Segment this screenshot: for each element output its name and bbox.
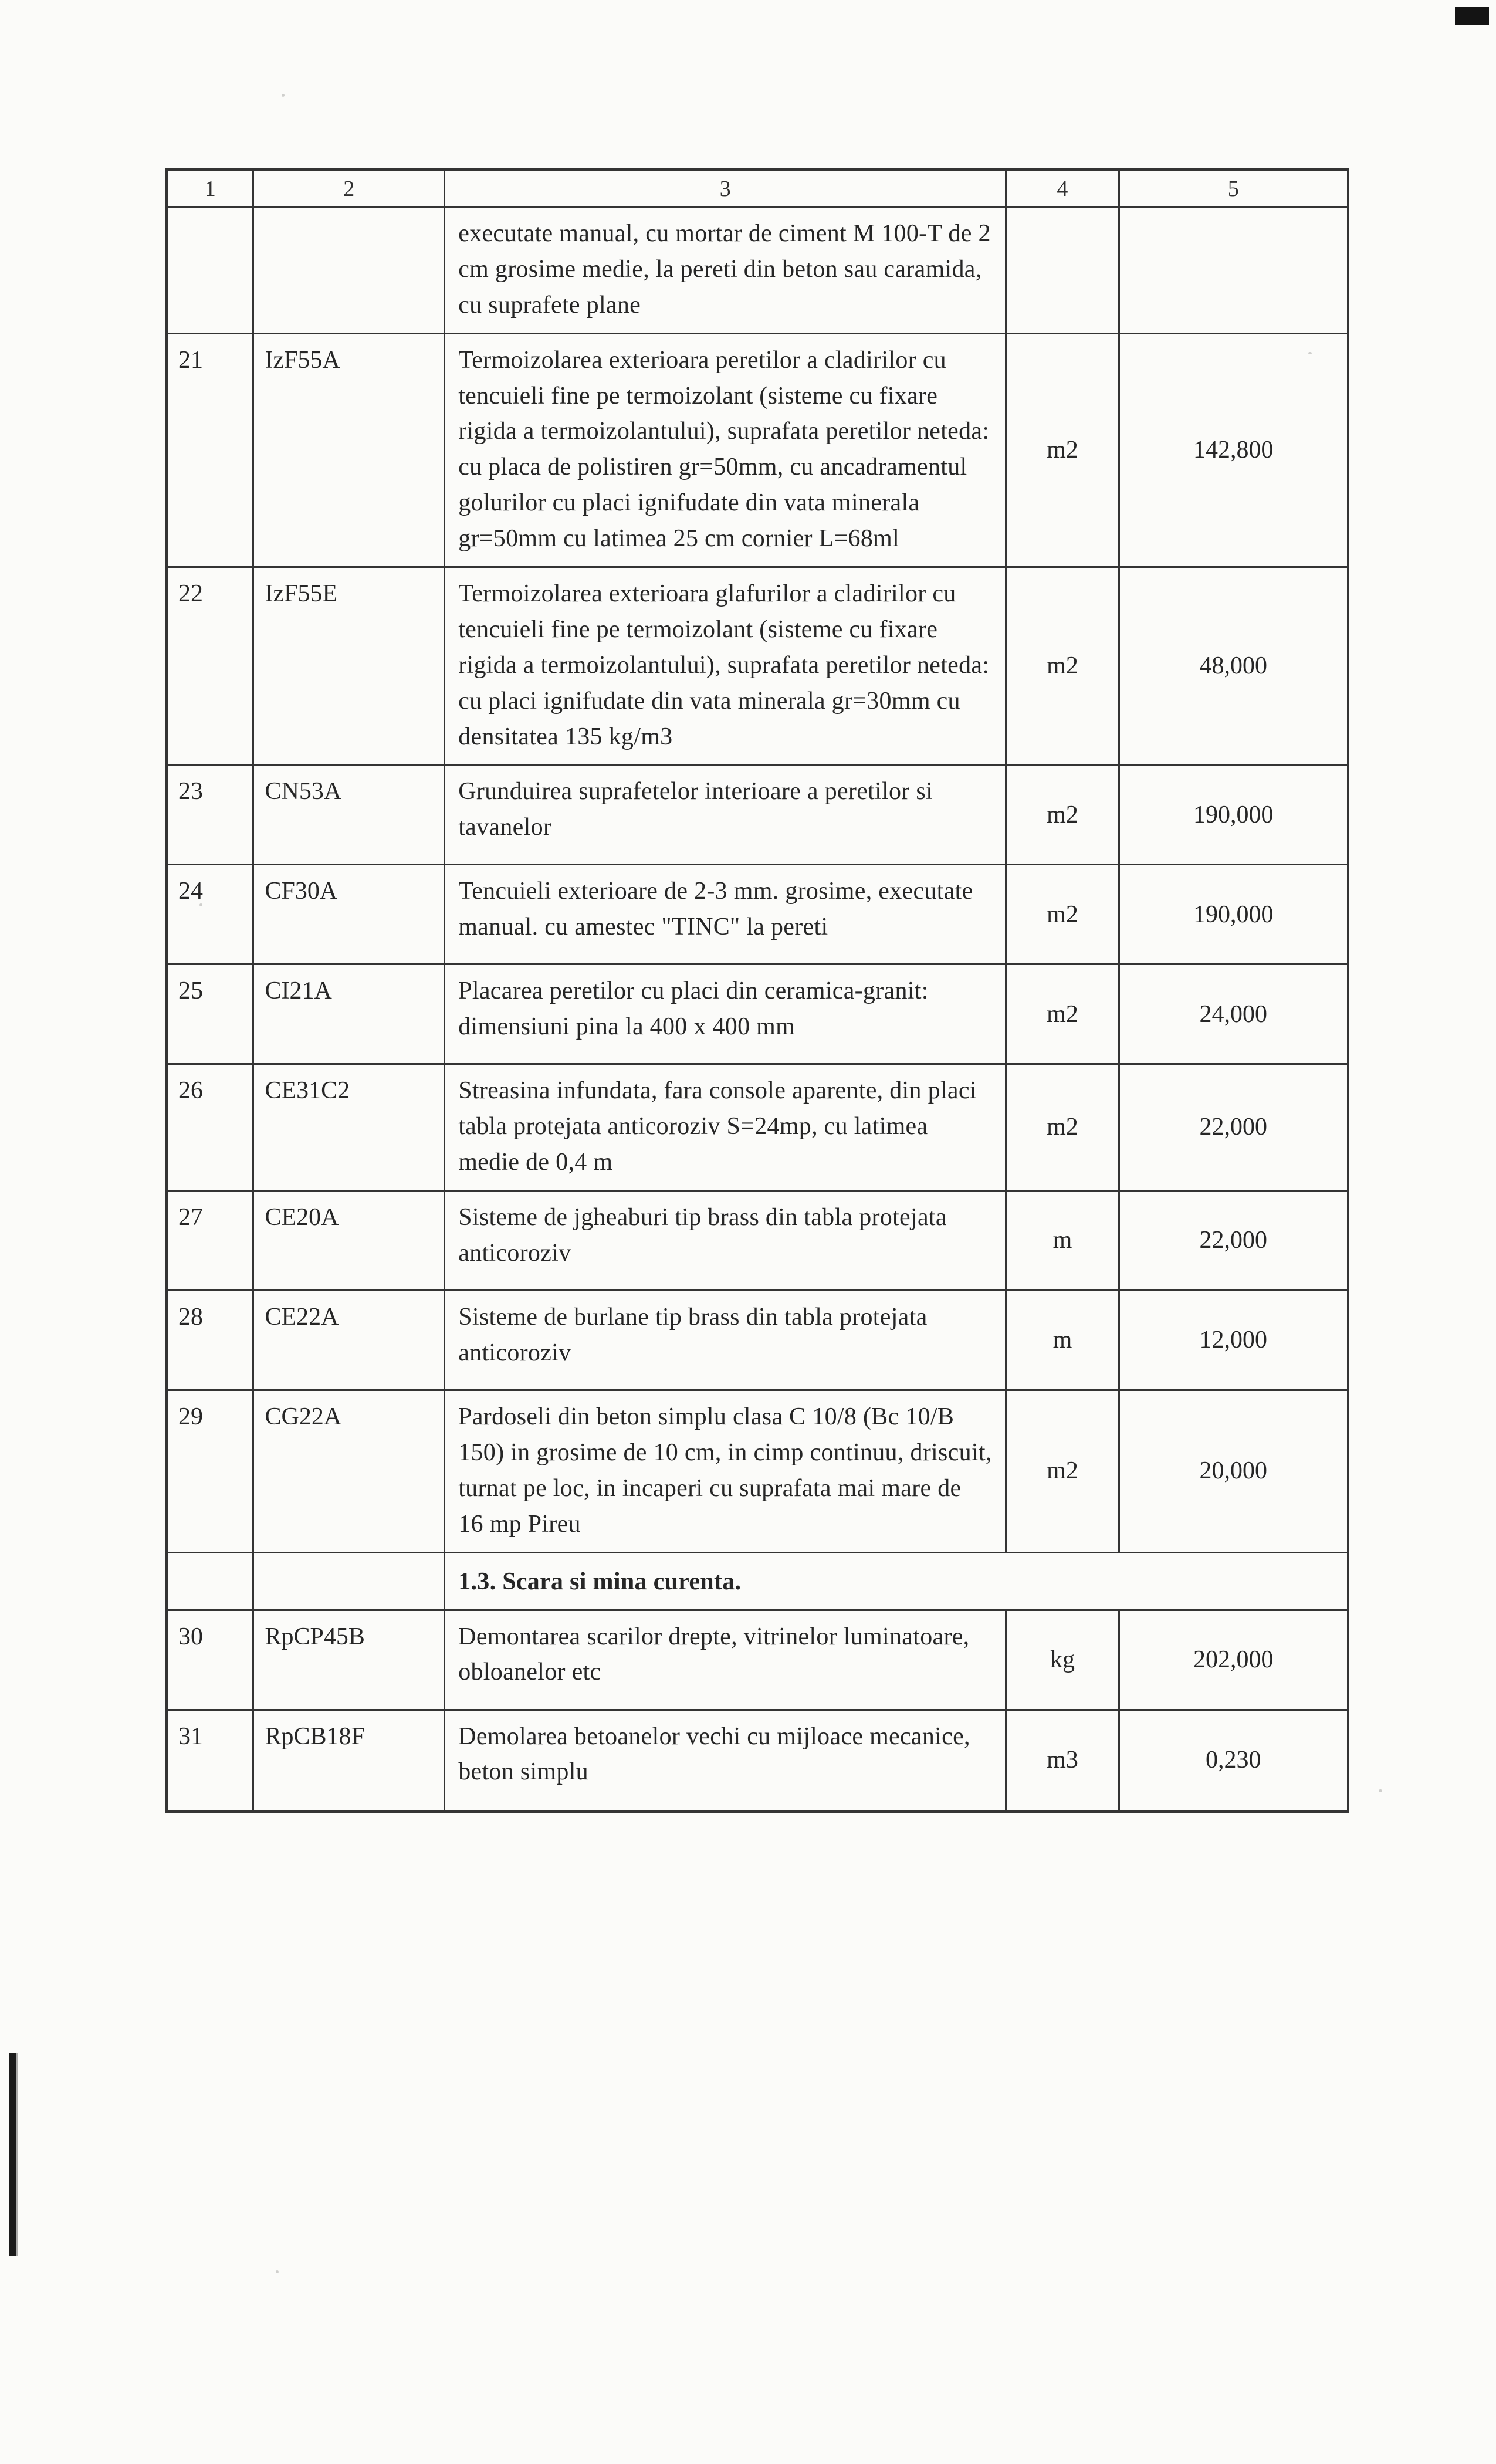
column-header: 5 bbox=[1227, 176, 1239, 201]
desc-cell: Termoizolarea exterioara peretilor a cladirilor cu tencuieli fine pe termoizolant (sisteme cu fixare rigida a termoizolantului), suprafata peretilor neteda: cu placa de polistiren gr=50mm, cu ancadramentul golurilor cu placi ignifudate din vata minerala gr=50mm cu latimea 25 cm cornier L=68ml bbox=[445, 334, 1007, 566]
unit-cell bbox=[1007, 208, 1119, 333]
num-cell: 27 bbox=[168, 1192, 254, 1289]
desc-cell: Demolarea betoanelor vechi cu mijloace mecanice, beton simplu bbox=[445, 1711, 1007, 1810]
column-header: 4 bbox=[1007, 171, 1119, 206]
desc-cell: Termoizolarea exterioara glafurilor a cladirilor cu tencuieli fine pe termoizolant (sisteme cu fixare rigida a termoizolantului), suprafata peretilor neteda: cu placi ignifudate din vata minerala gr=30mm cu densitatea 135 kg/m3 bbox=[445, 568, 1007, 764]
table-row bbox=[168, 1711, 1347, 1810]
qty-cell: 0,230 bbox=[1206, 1747, 1261, 1774]
unit-cell: m2 bbox=[1007, 965, 1119, 1063]
table-row bbox=[168, 965, 1347, 1065]
code-cell: CE20A bbox=[254, 1192, 445, 1289]
code-cell: CG22A bbox=[254, 1391, 445, 1552]
code-cell: CF30A bbox=[254, 865, 445, 963]
unit-cell: m3 bbox=[1007, 1711, 1119, 1810]
table-row bbox=[168, 1291, 1347, 1391]
qty-cell: 22,000 bbox=[1199, 1227, 1268, 1254]
table-row bbox=[168, 1192, 1347, 1291]
scan-speck bbox=[282, 94, 285, 97]
num-cell: 21 bbox=[168, 334, 254, 566]
code-cell: CI21A bbox=[254, 965, 445, 1063]
desc-cell: Sisteme de jgheaburi tip brass din tabla protejata anticoroziv bbox=[445, 1192, 1007, 1289]
code-cell: IzF55A bbox=[254, 334, 445, 566]
desc-cell: Tencuieli exterioare de 2-3 mm. grosime, executate manual. cu amestec "TINC" la pereti bbox=[445, 865, 1007, 963]
scan-speck bbox=[276, 2270, 279, 2273]
unit-cell: m2 bbox=[1007, 568, 1119, 764]
qty-cell: 190,000 bbox=[1193, 801, 1274, 828]
qty-cell: 190,000 bbox=[1193, 901, 1274, 928]
unit-cell: m2 bbox=[1007, 1065, 1119, 1190]
column-header: 3 bbox=[445, 171, 1007, 206]
estimate-table bbox=[165, 168, 1349, 1813]
desc-cell: Sisteme de burlane tip brass din tabla protejata anticoroziv bbox=[445, 1291, 1007, 1389]
section-row bbox=[168, 1553, 1347, 1611]
table-body bbox=[168, 208, 1347, 1810]
code-cell bbox=[254, 1553, 445, 1609]
unit-cell: m2 bbox=[1007, 1391, 1119, 1552]
table-row bbox=[168, 1391, 1347, 1553]
unit-cell: m2 bbox=[1007, 334, 1119, 566]
code-cell: RpCP45B bbox=[254, 1611, 445, 1709]
num-cell bbox=[168, 208, 254, 333]
table-row bbox=[168, 1611, 1347, 1711]
scan-artifact-left-bar bbox=[9, 2053, 16, 2256]
code-cell: IzF55E bbox=[254, 568, 445, 764]
qty-cell: 48,000 bbox=[1199, 652, 1268, 679]
table-row bbox=[168, 766, 1347, 865]
qty-cell: 202,000 bbox=[1193, 1646, 1274, 1673]
scan-artifact-corner-mark bbox=[1455, 7, 1489, 25]
num-cell: 29 bbox=[168, 1391, 254, 1552]
desc-cell: Placarea peretilor cu placi din ceramica-granit: dimensiuni pina la 400 x 400 mm bbox=[445, 965, 1007, 1063]
num-cell: 26 bbox=[168, 1065, 254, 1190]
unit-cell: m2 bbox=[1007, 865, 1119, 963]
num-cell: 22 bbox=[168, 568, 254, 764]
table-row bbox=[168, 1065, 1347, 1192]
num-cell: 30 bbox=[168, 1611, 254, 1709]
qty-cell bbox=[1120, 208, 1347, 333]
num-cell: 25 bbox=[168, 965, 254, 1063]
qty-cell: 142,800 bbox=[1193, 436, 1274, 463]
desc-cell: Pardoseli din beton simplu clasa C 10/8 (Bc 10/B 150) in grosime de 10 cm, in cimp continuu, driscuit, turnat pe loc, in incaperi cu suprafata mai mare de 16 mp Pireu bbox=[445, 1391, 1007, 1552]
desc-cell: executate manual, cu mortar de ciment M 100-T de 2 cm grosime medie, la pereti din beton sau caramida, cu suprafete plane bbox=[445, 208, 1007, 333]
table-header-row bbox=[168, 171, 1347, 208]
unit-cell: m2 bbox=[1007, 766, 1119, 864]
num-cell: 23 bbox=[168, 766, 254, 864]
unit-cell: m bbox=[1007, 1192, 1119, 1289]
table-row bbox=[168, 208, 1347, 334]
desc-cell: 1.3. Scara si mina curenta. bbox=[458, 1568, 742, 1595]
code-cell: CE31C2 bbox=[254, 1065, 445, 1190]
qty-cell: 22,000 bbox=[1199, 1113, 1268, 1141]
desc-cell: Grunduirea suprafetelor interioare a peretilor si tavanelor bbox=[445, 766, 1007, 864]
code-cell bbox=[254, 208, 445, 333]
table-row bbox=[168, 334, 1347, 568]
unit-cell: kg bbox=[1007, 1611, 1119, 1709]
column-header: 2 bbox=[254, 171, 445, 206]
num-cell bbox=[168, 1553, 254, 1609]
code-cell: RpCB18F bbox=[254, 1711, 445, 1810]
scan-speck bbox=[1379, 1789, 1382, 1792]
desc-cell: Streasina infundata, fara console aparente, din placi tabla protejata anticoroziv S=24mp, cu latimea medie de 0,4 m bbox=[445, 1065, 1007, 1190]
column-header: 1 bbox=[168, 171, 254, 206]
num-cell: 28 bbox=[168, 1291, 254, 1389]
code-cell: CE22A bbox=[254, 1291, 445, 1389]
num-cell: 31 bbox=[168, 1711, 254, 1810]
qty-cell: 20,000 bbox=[1199, 1457, 1268, 1485]
qty-cell: 24,000 bbox=[1199, 1000, 1268, 1028]
table-row bbox=[168, 865, 1347, 965]
num-cell: 24 bbox=[168, 865, 254, 963]
qty-cell: 12,000 bbox=[1199, 1326, 1268, 1354]
code-cell: CN53A bbox=[254, 766, 445, 864]
unit-cell: m bbox=[1007, 1291, 1119, 1389]
table-row bbox=[168, 568, 1347, 766]
desc-cell: Demontarea scarilor drepte, vitrinelor luminatoare, obloanelor etc bbox=[445, 1611, 1007, 1709]
